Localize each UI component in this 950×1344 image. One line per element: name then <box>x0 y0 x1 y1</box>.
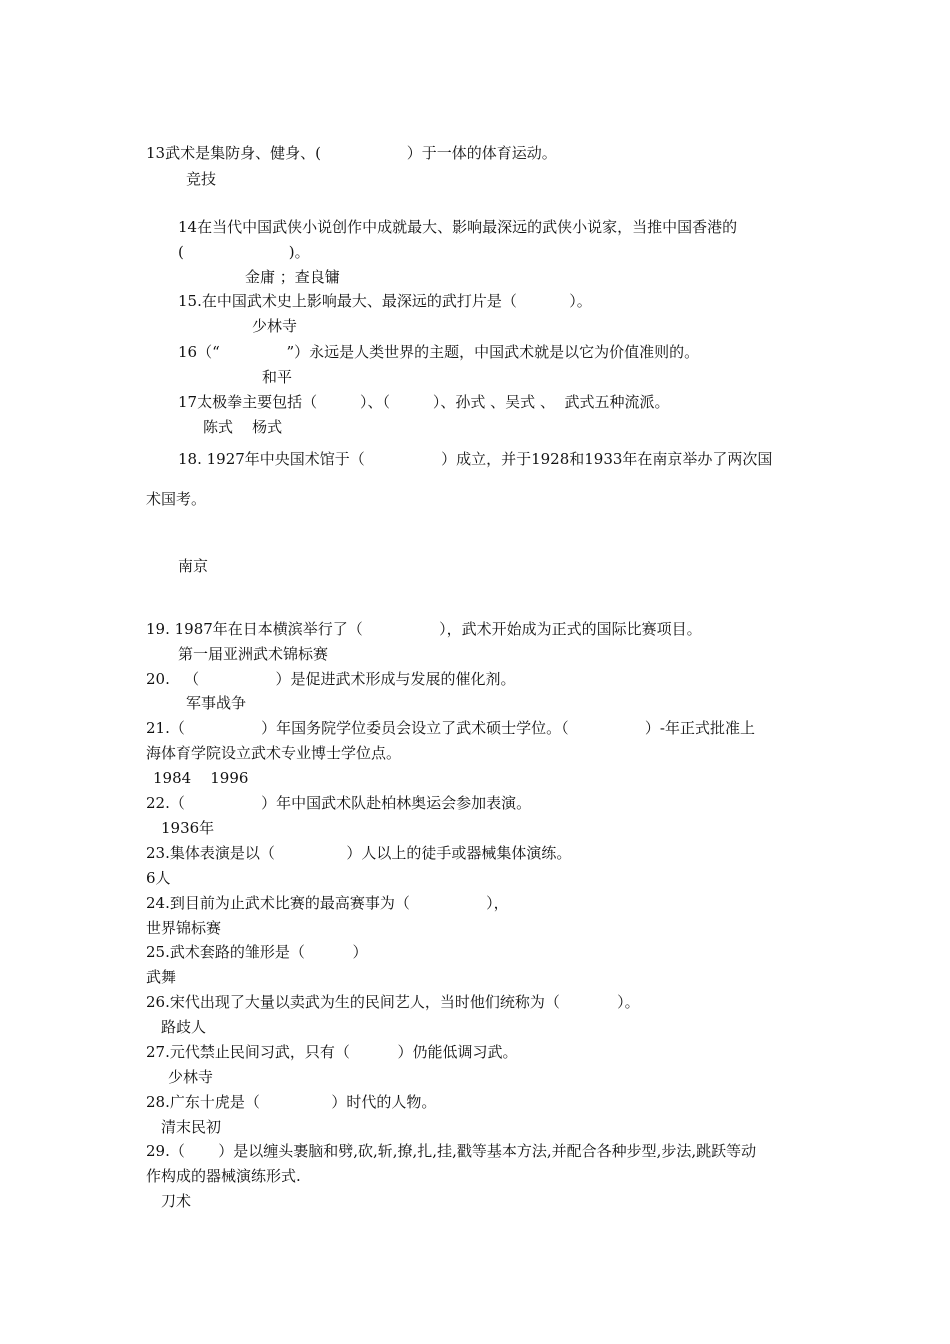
question-23: 23.集体表演是以（ ）人以上的徒手或器械集体演练。 <box>146 844 572 862</box>
question-26: 26.宋代出现了大量以卖武为生的民间艺人，当时他们统称为（ ）。 <box>146 993 640 1011</box>
question-21-line1: 21.（ ）年国务院学位委员会设立了武术硕士学位。（ ）-年正式批准上 <box>146 719 756 737</box>
answer-18: 南京 <box>178 557 209 575</box>
question-14-line2: ( )。 <box>178 243 310 261</box>
question-29-line1: 29.（ ）是以缠头裹脑和劈,砍,斩,撩,扎,挂,戳等基本方法,并配合各种步型,步法,跳跃等动 <box>146 1142 757 1160</box>
answer-28: 清末民初 <box>161 1118 222 1136</box>
question-13: 13武术是集防身、健身、( ）于一体的体育运动。 <box>146 144 557 162</box>
answer-25: 武舞 <box>146 968 177 986</box>
question-28: 28.广东十虎是（ ）时代的人物。 <box>146 1093 437 1111</box>
question-27: 27.元代禁止民间习武，只有（ ）仍能低调习武。 <box>146 1043 518 1061</box>
answer-14: 金庸 ；查良镛 <box>245 268 340 286</box>
question-18-line1: 18. 1927年中央国术馆于（ ）成立，并于1928和1933年在南京举办了两次国 <box>178 450 773 468</box>
question-16: 16（“ ”）永远是人类世界的主题，中国武术就是以它为价值准则的。 <box>178 343 700 361</box>
answer-21: 1984 1996 <box>153 769 249 787</box>
answer-13: 竞技 <box>186 170 217 188</box>
answer-16: 和平 <box>262 368 293 386</box>
answer-22: 1936年 <box>161 819 215 837</box>
question-19: 19. 1987年在日本横滨举行了（ ），武术开始成为正式的国际比赛项目。 <box>146 620 702 638</box>
answer-26: 路歧人 <box>161 1018 207 1036</box>
answer-24: 世界锦标赛 <box>146 919 222 937</box>
answer-27: 少林寺 <box>168 1068 214 1086</box>
answer-23: 6人 <box>146 869 171 887</box>
question-25: 25.武术套路的雏形是（ ） <box>146 943 368 961</box>
question-17: 17太极拳主要包括（ ）、（ ）、孙式 、吴式 、 武式五种流派。 <box>178 393 670 411</box>
question-18-line2: 术国考。 <box>146 490 207 508</box>
question-29-line2: 作构成的器械演练形式. <box>146 1167 301 1185</box>
question-22: 22.（ ）年中国武术队赴柏林奥运会参加表演。 <box>146 794 532 812</box>
answer-17: 陈式 杨式 <box>203 418 283 436</box>
answer-20: 军事战争 <box>186 694 247 712</box>
answer-29: 刀术 <box>161 1192 192 1210</box>
question-14-line1: 14在当代中国武侠小说创作中成就最大、影响最深远的武侠小说家，当推中国香港的 <box>178 218 738 236</box>
question-15: 15.在中国武术史上影响最大、最深远的武打片是（ ）。 <box>178 292 592 310</box>
question-21-line2: 海体育学院设立武术专业博士学位点。 <box>146 744 402 762</box>
question-24: 24.到目前为止武术比赛的最高赛事为（ ）， <box>146 894 509 912</box>
answer-19: 第一届亚洲武术锦标赛 <box>178 645 329 663</box>
question-20: 20. （ ）是促进武术形成与发展的催化剂。 <box>146 670 516 688</box>
answer-15: 少林寺 <box>252 317 298 335</box>
